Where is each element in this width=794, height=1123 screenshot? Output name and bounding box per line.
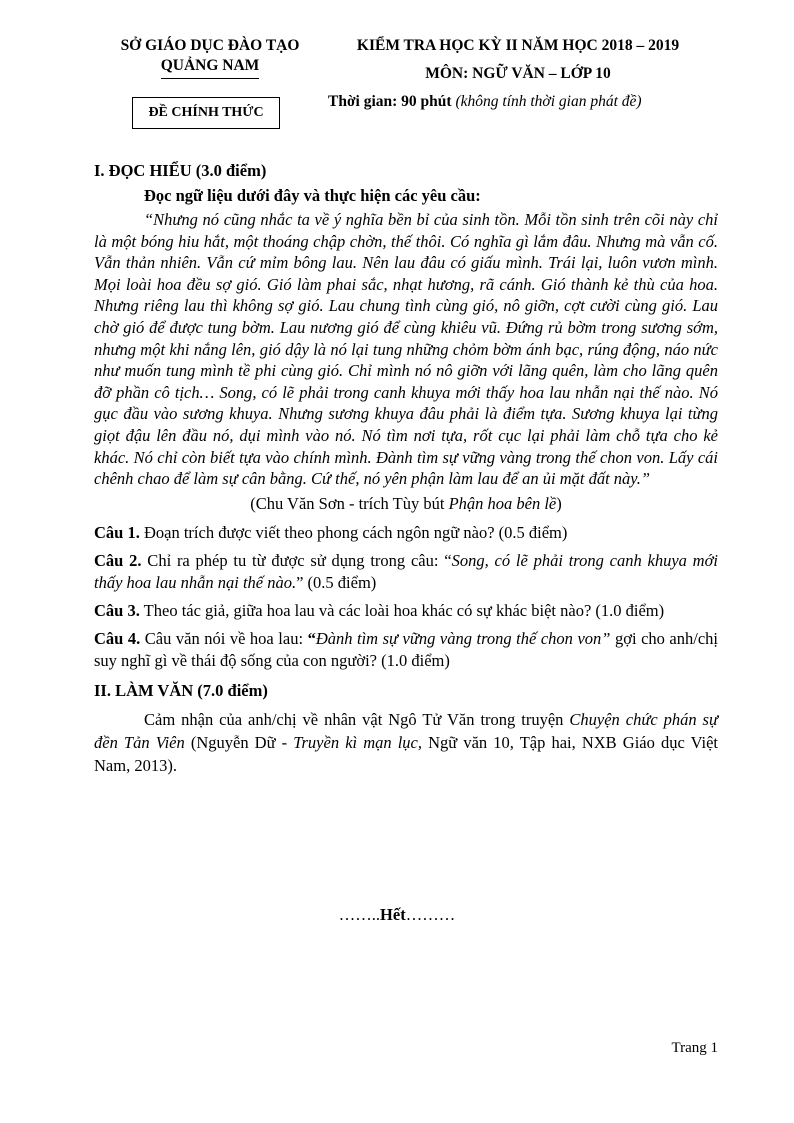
section-reading-title: I. ĐỌC HIỂU (3.0 điểm) — [94, 161, 267, 180]
exam-title: KIỂM TRA HỌC KỲ II NĂM HỌC 2018 – 2019 — [356, 37, 680, 54]
question-4 — [94, 628, 718, 672]
question-points: gợi cho anh/chị suy nghĩ gì về thái độ sống của con người? (1.0 điểm) — [94, 628, 718, 670]
question-text: Chỉ ra phép tu từ được sử dụng trong câu: “ — [141, 550, 452, 570]
section-writing-title: II. LÀM VĂN (7.0 điểm) — [94, 680, 268, 700]
essay-book-title: Truyền kì mạn lục, — [293, 732, 423, 752]
question-3 — [94, 600, 718, 622]
passage-source — [94, 492, 718, 516]
reading-instruction: Đọc ngữ liệu dưới đây và thực hiện các yêu cầu: — [144, 186, 481, 205]
question-quote: Đành tìm sự vững vàng trong thế chon von” — [315, 628, 611, 648]
question-number: Câu 1. — [94, 522, 140, 542]
exam-body — [94, 158, 718, 777]
source-title: Phận hoa bên lề — [448, 493, 557, 513]
department-name: SỞ GIÁO DỤC ĐÀO TẠO — [120, 37, 300, 54]
source-author: (Chu Văn Sơn - trích Tùy bút — [250, 493, 449, 513]
question-text: Đoạn trích được viết theo phong cách ngôn ngữ nào? (0.5 điểm) — [139, 522, 568, 542]
essay-work-title: Chuyện chức phán sự đền Tản Viên — [94, 709, 718, 752]
time-label: Thời gian: 90 phút — [328, 93, 452, 110]
question-number: Câu 4. — [94, 628, 141, 648]
question-number: Câu 3. — [94, 600, 140, 620]
essay-reference: Ngữ văn 10, Tập hai, NXB Giáo dục Việt Nam, 2013). — [94, 732, 719, 775]
reading-passage: “Nhưng nó cũng nhắc ta về ý nghĩa bền bỉ của sinh tồn. Mỗi tồn sinh trên cõi này chỉ là một bóng hiu hắt, một thoáng chập chờn, thế thôi. Có nghĩa gì lắm đâu. Nhưng mà vẫn cố. Vẫn thản nhiên. Vẫn cứ mỉm bông lau. Nên lau đâu có giấu mình. Trái lại, luôn vươn mình. Mọi loài hoa đều sợ gió. Gió làm phai sắc, nhạt hương, rã cánh. Gió thành kẻ thù của hoa. Nhưng riêng lau thì không sợ gió. Lau chung tình cùng gió, nô giỡn, cợt cười cùng gió. Lau chờ gió để được tung bờm. Lau nương gió để cùng khiêu vũ. Đứng rủ bờm trong sương sớm, nhưng một khi nắng lên, gió dậy là nó lại tung những chỏm bờm ánh bạc, rúng động, náo nức như muốn tung mình tề phi cùng gió. Chỉ mình nó nô giỡn với lãng quên, làm cho lãng quên đỡ phần cô tịch… Song, có lẽ phải trong canh khuya mới thấy hoa lau nhẫn nại thế nào. Nó gục đầu vào sương khuya. Nhưng sương khuya đâu phải là điểm tựa. Sương khuya lại từng giọt đậu lên đầu nó, dụi mình vào nó. Nó tìm nơi tựa, rốt cục lại phải làm chỗ tựa cho kẻ khác. Nó chỉ còn biết tựa vào chính mình. Đành tìm sự vững vàng trong thế chon von. Lấy cái chênh chao để làm sự cân bằng. Cứ thế, nó yên phận làm lau để an ủi mặt đất này.” — [94, 210, 718, 489]
question-1 — [94, 522, 718, 544]
source-close: ) — [556, 493, 562, 513]
essay-prompt — [94, 708, 718, 777]
end-dots-left: …….. — [338, 905, 381, 924]
page-number: Trang 1 — [671, 1040, 718, 1056]
department-header — [100, 36, 320, 79]
exam-time — [328, 92, 708, 112]
question-number: Câu 2. — [94, 550, 142, 570]
end-mark — [0, 905, 794, 925]
essay-author: (Nguyễn Dữ - — [184, 732, 294, 752]
end-word: Hết — [380, 905, 406, 924]
question-text: Câu văn nói về hoa lau: — [140, 628, 308, 648]
exam-header — [328, 36, 708, 112]
end-dots-right: ……… — [405, 905, 456, 924]
question-text: Theo tác giả, giữa hoa lau và các loài hoa khác có sự khác biệt nào? (1.0 điểm) — [139, 600, 665, 620]
quote-open: “ — [307, 628, 316, 648]
question-quote: Song, có lẽ phải trong canh khuya mới thấy hoa lau nhẫn nại thế nào. — [94, 550, 718, 592]
question-2 — [94, 550, 718, 594]
province-name: QUẢNG NAM — [161, 56, 260, 79]
exam-subject: MÔN: NGỮ VĂN – LỚP 10 — [425, 65, 611, 82]
essay-text: Cảm nhận của anh/chị về nhân vật Ngô Tử Văn trong truyện — [144, 709, 570, 729]
question-points: ” (0.5 điểm) — [296, 572, 377, 592]
official-exam-label: ĐỀ CHÍNH THỨC — [132, 97, 280, 129]
time-note: (không tính thời gian phát đề) — [455, 93, 642, 110]
